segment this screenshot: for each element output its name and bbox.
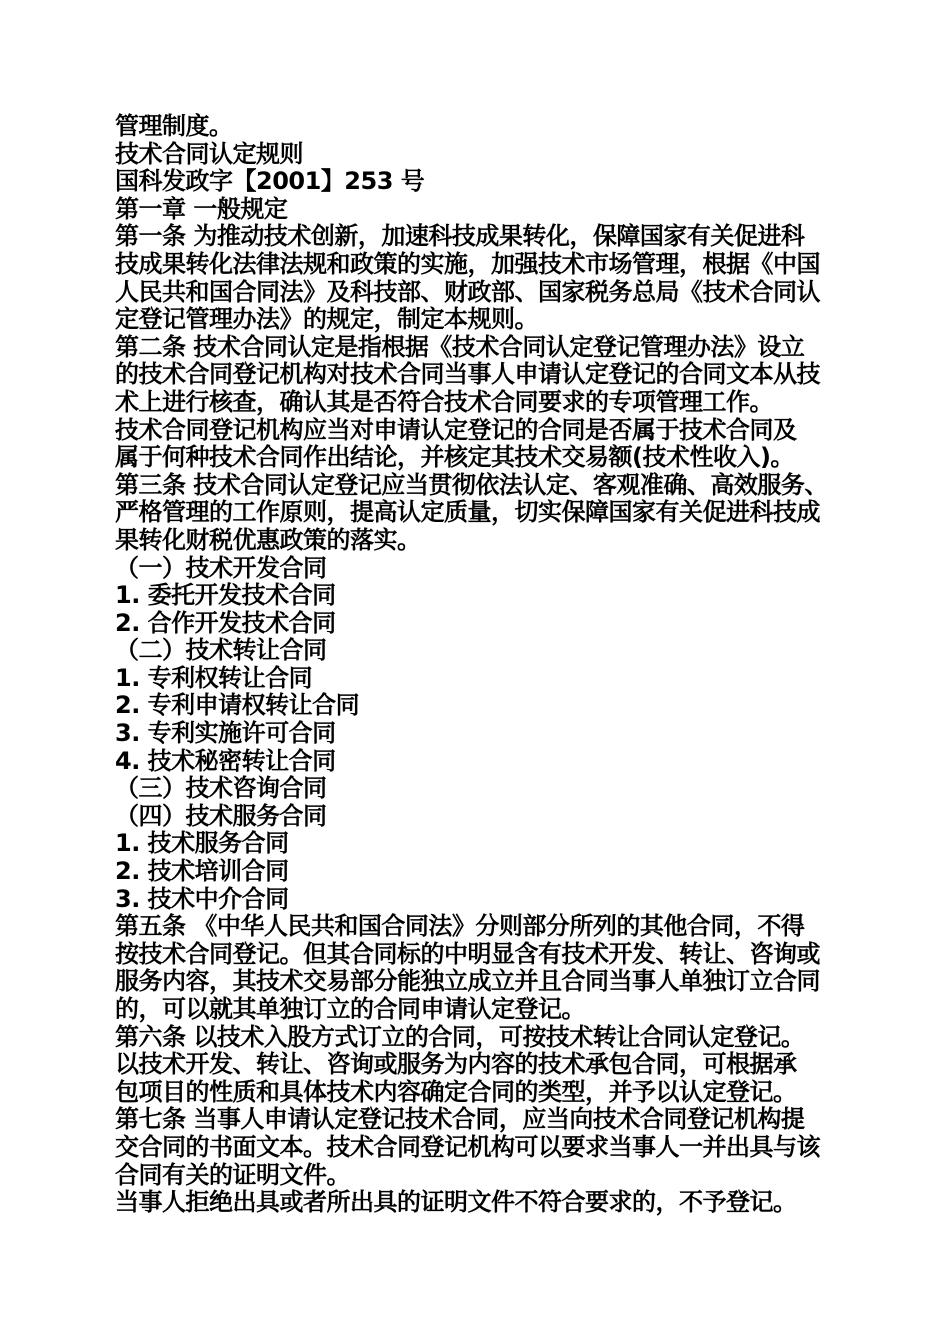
text-line: 管理制度。 [115, 113, 233, 140]
text-line: （四）技术服务合同 [115, 802, 327, 830]
text-line: 1. 委托开发技术合同 [115, 582, 336, 610]
text-line: 第六条 以技术入股方式订立的合同，可按技术转让合同认定登记。 [115, 1023, 805, 1051]
text-line: 技成果转化法律法规和政策的实施，加强技术市场管理，根据《中国 [115, 250, 820, 278]
text-line: 交合同的书面文本。技术合同登记机构可以要求当事人一并出具与该 [115, 1133, 820, 1161]
text-line: （二）技术转让合同 [115, 637, 327, 665]
text-line: 第二条 技术合同认定是指根据《技术合同认定登记管理办法》设立 [115, 333, 805, 361]
text-line: 1. 专利权转让合同 [115, 664, 313, 692]
text-line: 包项目的性质和具体技术内容确定合同的类型，并予以认定登记。 [115, 1078, 797, 1106]
text-line: 第七条 当事人申请认定登记技术合同，应当向技术合同登记机构提 [115, 1106, 805, 1134]
text-line: 人民共和国合同法》及科技部、财政部、国家税务总局《技术合同认 [115, 278, 820, 306]
text-line: 服务内容，其技术交易部分能独立成立并且合同当事人单独订立合同 [115, 968, 820, 996]
text-line: 4. 技术秘密转让合同 [115, 747, 336, 775]
text-line: 的技术合同登记机构对技术合同当事人申请认定登记的合同文本从技 [115, 361, 820, 389]
text-line: 的，可以就其单独订立的合同申请认定登记。 [115, 996, 585, 1023]
text-line: 术上进行核查，确认其是否符合技术合同要求的专项管理工作。 [115, 388, 773, 416]
text-line: 3. 专利实施许可合同 [115, 720, 336, 748]
text-line: 果转化财税优惠政策的落实。 [115, 526, 421, 554]
text-line: 2. 合作开发技术合同 [115, 609, 336, 637]
text-line: 以技术开发、转让、咨询或服务为内容的技术承包合同，可根据承 [115, 1051, 797, 1079]
text-line: 2. 技术培训合同 [115, 858, 289, 886]
text-line: 第五条 《中华人民共和国合同法》分则部分所列的其他合同，不得 [115, 913, 805, 941]
text-line: （一）技术开发合同 [115, 554, 327, 582]
text-line: 2. 专利申请权转让合同 [115, 692, 360, 720]
text-line: 第一条 为推动技术创新，加速科技成果转化，保障国家有关促进科 [115, 223, 805, 251]
text-line: 1. 技术服务合同 [115, 830, 289, 858]
text-line: 定登记管理办法》的规定，制定本规则。 [115, 306, 538, 334]
text-line: 第三条 技术合同认定登记应当贯彻依法认定、客观准确、高效服务、 [115, 471, 828, 499]
text-line: 严格管理的工作原则，提高认定质量，切实保障国家有关促进科技成 [115, 499, 820, 527]
text-line: （三）技术咨询合同 [115, 775, 327, 803]
text-line: 3. 技术中介合同 [115, 885, 289, 913]
text-line: 当事人拒绝出具或者所出具的证明文件不符合要求的，不予登记。 [115, 1189, 797, 1217]
text-line: 属于何种技术合同作出结论，并核定其技术交易额(技术性收入)。 [115, 444, 794, 472]
text-line: 合同有关的证明文件。 [115, 1161, 350, 1189]
text-line: 技术合同登记机构应当对申请认定登记的合同是否属于技术合同及 [115, 416, 797, 444]
text-line: 按技术合同登记。但其合同标的中明显含有技术开发、转让、咨询或 [115, 940, 820, 968]
text-line: 技术合同认定规则 [115, 140, 303, 168]
document-body [115, 113, 843, 1217]
text-line: 第一章 一般规定 [115, 195, 288, 223]
text-line: 国科发政字【2001】253 号 [115, 168, 425, 196]
